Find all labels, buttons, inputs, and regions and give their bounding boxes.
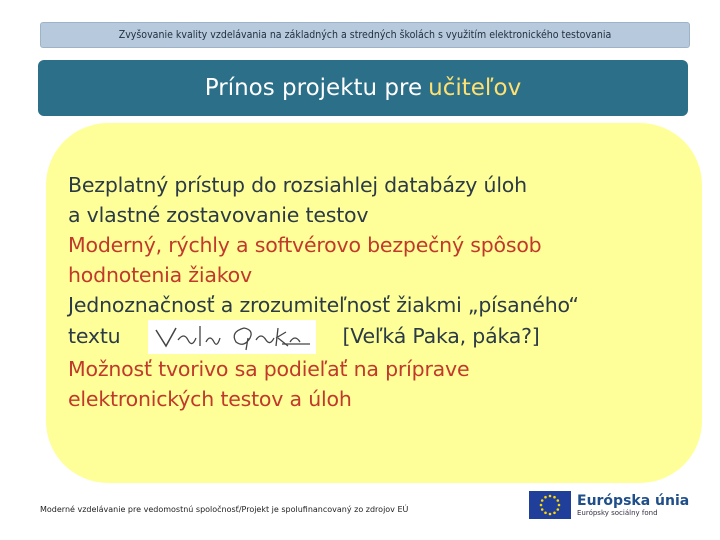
benefit-line-6-end: [Veľká Paka, páka?] [342, 324, 540, 348]
project-header-text: Zvyšovanie kvality vzdelávania na základných a stredných školách s využitím elektronického testovania [118, 29, 612, 41]
slide-title [38, 60, 688, 116]
footer-text: Moderné vzdelávanie pre vedomostnú spoločnosť/Projekt je spolufinancovaný zo zdrojov EÚ [40, 505, 409, 514]
eu-subtitle: Európsky sociálny fond [577, 509, 658, 517]
benefit-line-7: Možnosť tvorivo sa podieľať na príprave [68, 357, 470, 381]
eu-title: Európska únia [577, 493, 690, 509]
project-header-bar [40, 22, 690, 48]
benefit-line-6 [68, 320, 688, 354]
slide-title-main: Prínos projektu pre [204, 75, 423, 101]
benefit-line-8: elektronických testov a úloh [68, 387, 352, 411]
benefit-line-2: a vlastné zostavovanie testov [68, 203, 369, 227]
benefit-line-1: Bezplatný prístup do rozsiahlej databázy úloh [68, 173, 527, 197]
eu-text [577, 493, 689, 517]
benefit-list [68, 170, 688, 414]
benefit-line-3: Moderný, rýchly a softvérovo bezpečný spôsob [68, 233, 542, 257]
benefit-line-5: Jednoznačnosť a zrozumiteľnosť žiakmi „písaného“ [68, 293, 579, 317]
benefit-line-4: hodnotenia žiakov [68, 263, 252, 287]
benefit-line-6-start: textu [68, 324, 121, 348]
eu-flag-icon [529, 491, 571, 519]
handwriting-sample-image [148, 320, 316, 354]
slide-title-accent: učiteľov [428, 75, 522, 101]
eu-logo [529, 491, 689, 519]
